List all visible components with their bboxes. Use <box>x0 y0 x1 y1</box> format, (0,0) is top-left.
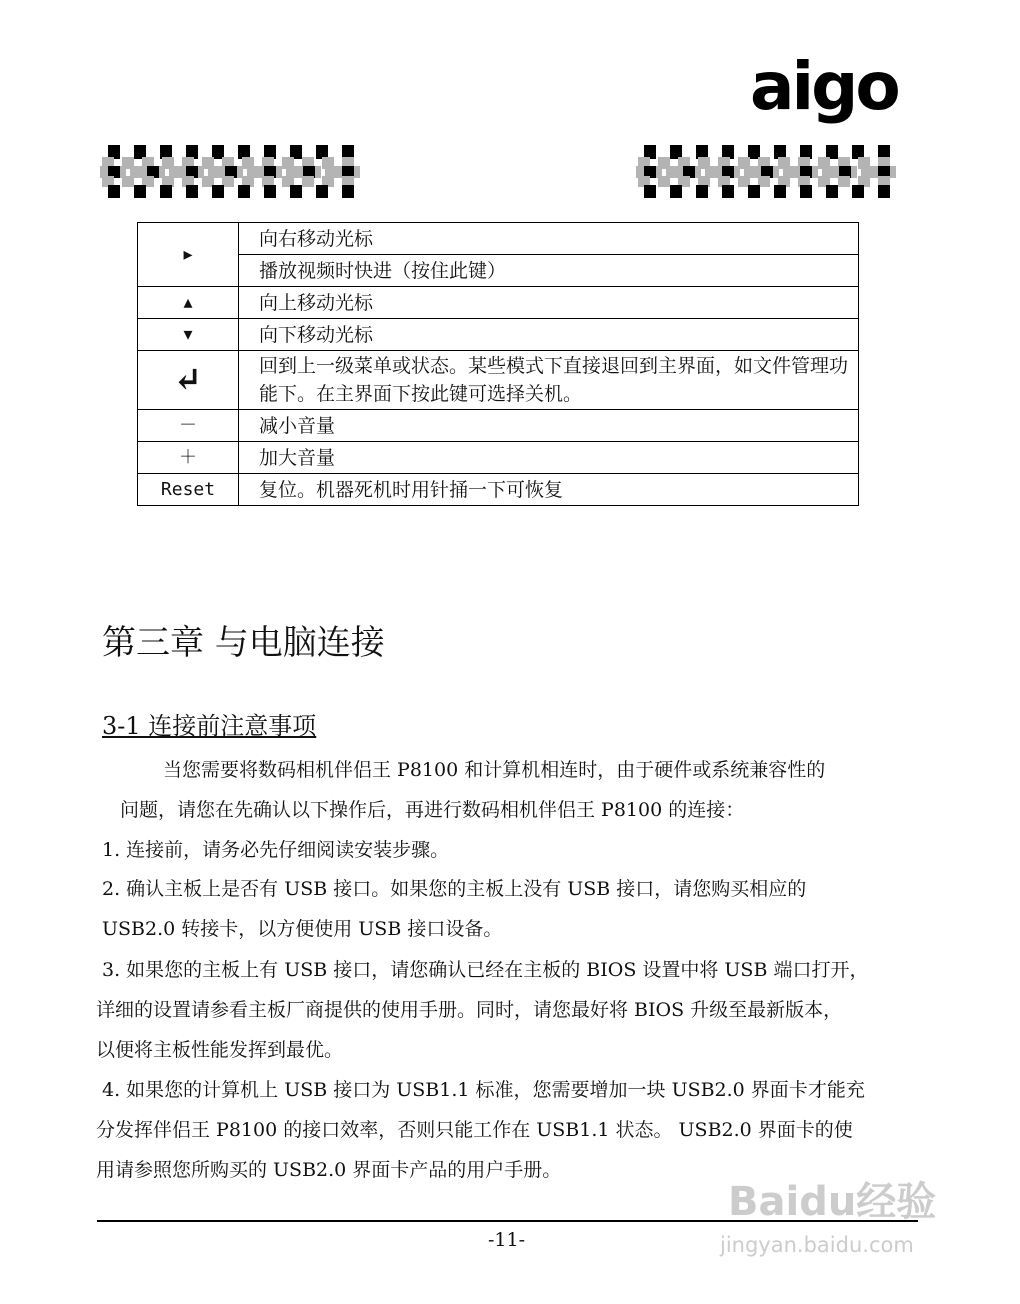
table-row <box>138 442 859 474</box>
baidu-watermark-url: jingyan.baidu.com <box>720 1233 914 1257</box>
down-arrow-key-icon: ▾ <box>138 319 239 351</box>
table-row <box>138 287 859 319</box>
paragraph-line: 详细的设置请参看主板厂商提供的使用手册。同时，请您最好将 BIOS 升级至最新版本， <box>96 999 843 1021</box>
table-cell: 向右移动光标 <box>239 223 859 255</box>
table-row <box>138 410 859 442</box>
table-row <box>138 255 859 287</box>
table-cell: 向下移动光标 <box>239 319 859 351</box>
checker-decoration-right <box>636 145 898 199</box>
chapter-title: 第三章 与电脑连接 <box>102 623 385 663</box>
table-cell: 向上移动光标 <box>239 287 859 319</box>
page-number: -11- <box>488 1229 526 1251</box>
aigo-logo: aigo <box>750 48 898 125</box>
paragraph-line: 问题，请您在先确认以下操作后，再进行数码相机伴侣王 P8100 的连接： <box>120 799 745 821</box>
paragraph-line: 当您需要将数码相机伴侣王 P8100 和计算机相连时，由于硬件或系统兼容性的 <box>163 759 826 781</box>
key-function-table <box>137 222 859 506</box>
table-row <box>138 351 859 410</box>
paragraph-line: 以便将主板性能发挥到最优。 <box>96 1039 344 1061</box>
list-item: 3. 如果您的主板上有 USB 接口，请您确认已经在主板的 BIOS 设置中将 USB 端口打开， <box>102 959 869 981</box>
table-cell: 回到上一级菜单或状态。某些模式下直接退回到主界面，如文件管理功能下。在主界面下按此键可选择关机。 <box>239 351 859 410</box>
plus-key-icon: ＋ <box>138 442 239 474</box>
list-item: 2. 确认主板上是否有 USB 接口。如果您的主板上没有 USB 接口，请您购买相应的 <box>102 878 807 900</box>
table-row <box>138 474 859 506</box>
table-cell: 减小音量 <box>239 410 859 442</box>
paragraph-line: USB2.0 转接卡，以方便使用 USB 接口设备。 <box>102 918 503 940</box>
list-item: 4. 如果您的计算机上 USB 接口为 USB1.1 标准，您需要增加一块 USB2.0 界面卡才能充 <box>102 1079 865 1101</box>
right-arrow-key-icon: ▸ <box>138 223 239 287</box>
up-arrow-key-icon: ▴ <box>138 287 239 319</box>
paragraph-line: 分发挥伴侣王 P8100 的接口效率，否则只能工作在 USB1.1 状态。 USB2.0 界面卡的使 <box>96 1119 853 1141</box>
return-key-icon: ↵ <box>138 351 239 410</box>
table-cell: 复位。机器死机时用针捅一下可恢复 <box>239 474 859 506</box>
footer-divider <box>97 1220 918 1222</box>
baidu-watermark-logo: Baidu经验 <box>728 1179 937 1225</box>
list-item: 1. 连接前，请务必先仔细阅读安装步骤。 <box>102 839 450 861</box>
table-cell: 加大音量 <box>239 442 859 474</box>
paragraph-line: 用请参照您所购买的 USB2.0 界面卡产品的用户手册。 <box>96 1159 562 1181</box>
minus-key-icon: － <box>138 410 239 442</box>
reset-key-label: Reset <box>138 474 239 506</box>
table-row <box>138 319 859 351</box>
section-title: 3-1 连接前注意事项 <box>102 712 317 740</box>
checker-decoration-left <box>100 145 362 199</box>
table-cell: 播放视频时快进（按住此键） <box>239 255 859 287</box>
table-row <box>138 223 859 255</box>
